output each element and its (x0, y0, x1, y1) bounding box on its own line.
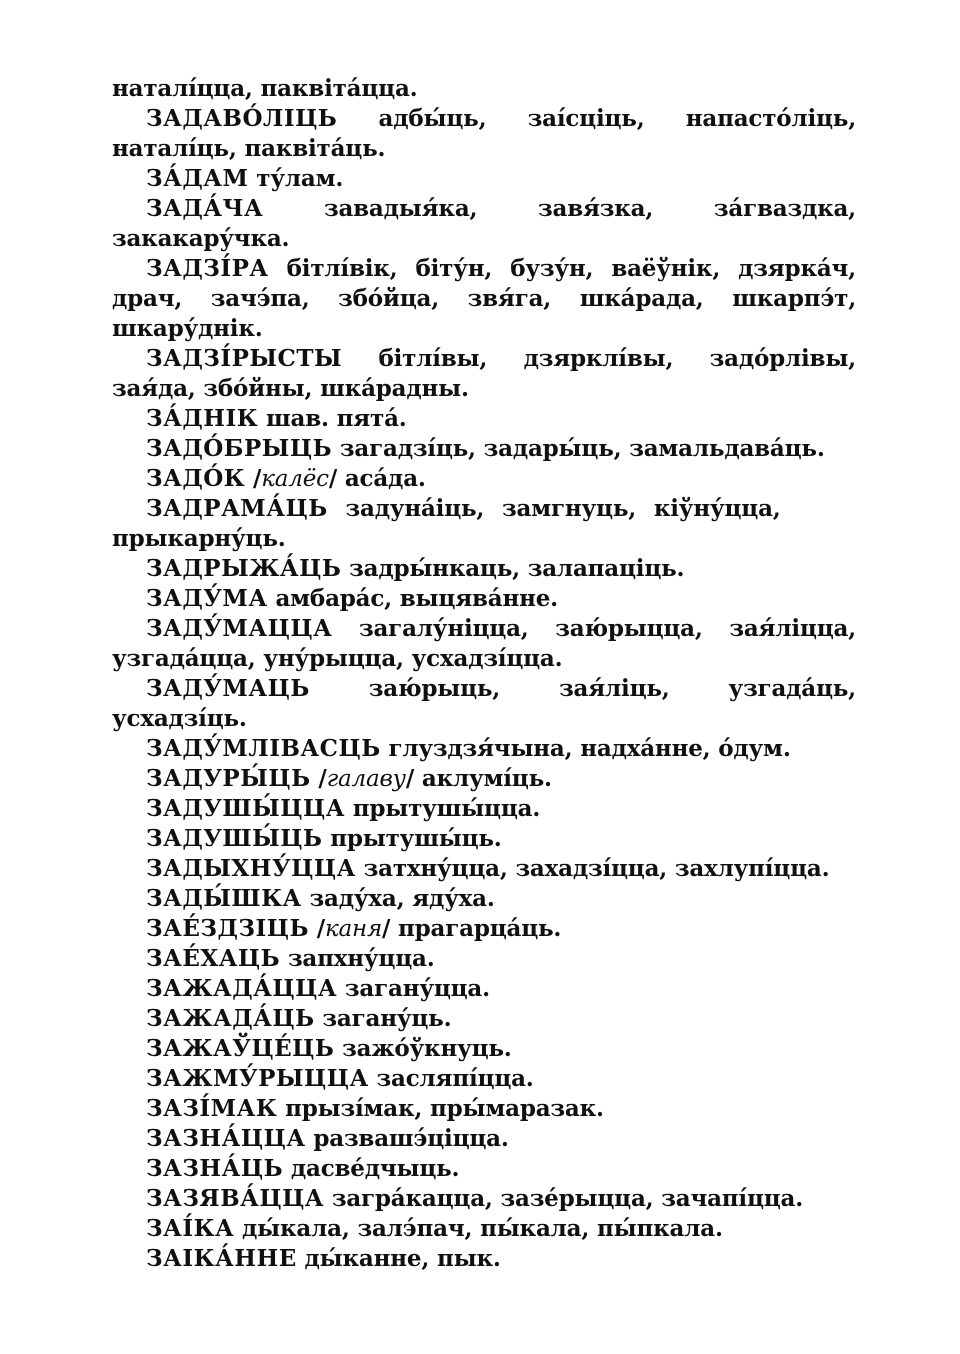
dictionary-entry (112, 1064, 856, 1094)
headword: ЗАЗЯВА́ЦЦА (146, 1185, 325, 1212)
dictionary-entry (112, 674, 856, 734)
dictionary-entry (112, 944, 856, 974)
dictionary-entry (112, 1184, 856, 1214)
headword: ЗАДУРЫ́ЦЬ (146, 765, 311, 792)
definition-text: заю́рыць, зая́ліць, узгада́ць, усхадзі́ць. (112, 675, 856, 732)
headword: ЗА́ДНІК (146, 405, 259, 432)
dictionary-entry (112, 1004, 856, 1034)
definition-text: ту́лам. (248, 165, 344, 192)
definition-text: / прагарца́ць. (382, 915, 562, 942)
headword: ЗАЗНА́ЦЦА (146, 1125, 306, 1152)
definition-text: наталі́цца, паквіта́цца. (112, 75, 418, 102)
definition-text: ды́канне, пык. (296, 1245, 501, 1272)
definition-text: прызі́мак, пры́маразак. (277, 1095, 604, 1122)
headword: ЗАЕ́ЗДЗІЦЬ (146, 915, 309, 942)
headword: ЗАДРАМА́ЦЬ (146, 495, 328, 522)
definition-text: задуна́іць, замгнуць, кіўну́цца, (327, 495, 781, 522)
text-column (112, 74, 856, 1274)
headword: ЗАІКА́ННЕ (146, 1245, 297, 1272)
headword: ЗАДО́БРЫЦЬ (146, 435, 333, 462)
headword: ЗАЖАДА́ЦЬ (146, 1005, 315, 1032)
headword: ЗАДУ́МА (146, 585, 268, 612)
definition-text: глуздзя́чына, надха́нне, о́дум. (380, 735, 791, 762)
definition-text: затхну́цца, захадзі́цца, захлупі́цца. (355, 855, 830, 882)
grammar-note: галаву (326, 766, 406, 792)
definition-text: зажо́ўкнуць. (334, 1035, 512, 1062)
headword: ЗАДУШЫ́ЦЦА (146, 795, 345, 822)
definition-text: бітлі́вік, біту́н, бузу́н, ваёўнік, дзярка́ч, драч, зачэ́па, збо́йца, звя́га, шка́рада, шкарпэ́т, шкару́днік. (112, 255, 856, 342)
definition-text: загану́цца. (337, 975, 490, 1002)
dictionary-entry (112, 914, 856, 944)
definition-text: загану́ць. (314, 1005, 452, 1032)
headword: ЗАДЗІ́РА (146, 255, 269, 282)
grammar-note: каня (324, 916, 382, 942)
headword: ЗАДЗІ́РЫСТЫ (146, 345, 343, 372)
dictionary-entry (112, 344, 856, 404)
dictionary-entry (112, 194, 856, 254)
definition-text: загра́кацца, зазе́рыцца, зачапі́цца. (324, 1185, 804, 1212)
headword: ЗАІ́КА (146, 1215, 235, 1242)
dictionary-entry (112, 464, 856, 494)
definition-text: / (308, 915, 325, 942)
definition-text: бітлі́вы, дзярклі́вы, задо́рлівы, зая́да, збо́йны, шка́радны. (112, 345, 856, 402)
definition-text: амбара́с, выцява́нне. (267, 585, 558, 612)
dictionary-entry (112, 1124, 856, 1154)
headword: ЗАДРЫЖА́ЦЬ (146, 555, 342, 582)
definition-text: заду́ха, яду́ха. (301, 885, 495, 912)
grammar-note: калёс (261, 466, 329, 492)
definition-text: развашэ́ціцца. (305, 1125, 509, 1152)
headword: ЗАДУ́МЛІВАСЦЬ (146, 735, 381, 762)
definition-text: адбы́ць, заі́сціць, напасто́ліць, наталі́ць, паквіта́ць. (112, 105, 856, 162)
dictionary-entry (112, 404, 856, 434)
headword: ЗАЗНА́ЦЬ (146, 1155, 284, 1182)
dictionary-entry (112, 854, 856, 884)
dictionary-entry (112, 104, 856, 164)
definition-text: / (310, 765, 327, 792)
dictionary-entry (112, 584, 856, 614)
dictionary-entry (112, 164, 856, 194)
dictionary-entry (112, 614, 856, 674)
definition-text: ды́кала, залэ́пач, пы́кала, пы́пкала. (234, 1215, 723, 1242)
definition-text: засляпі́цца. (368, 1065, 534, 1092)
dictionary-entry (112, 764, 856, 794)
headword: ЗАДЫХНУ́ЦЦА (146, 855, 356, 882)
definition-text: запхну́цца. (280, 945, 435, 972)
dictionary-entry (112, 254, 856, 344)
definition-text: прытушы́цца. (344, 795, 541, 822)
dictionary-entry (112, 734, 856, 764)
definition-text: / аса́да. (328, 465, 426, 492)
headword: ЗАЖАДА́ЦЦА (146, 975, 338, 1002)
definition-text: завадыя́ка, завя́зка, за́гваздка, закакару́чка. (112, 195, 856, 252)
definition-text: загадзі́ць, задары́ць, замальдава́ць. (332, 435, 825, 462)
dictionary-entry (112, 1094, 856, 1124)
definition-text: задры́нкаць, залапаціць. (341, 555, 685, 582)
dictionary-entry (112, 974, 856, 1004)
headword: ЗАЕ́ХАЦЬ (146, 945, 281, 972)
dictionary-entry (112, 794, 856, 824)
headword: ЗАЗІ́МАК (146, 1095, 278, 1122)
definition-text: загалу́ніцца, заю́рыцца, зая́ліцца, узгада́цца, уну́рыцца, усхадзі́цца. (112, 615, 856, 672)
headword: ЗАДУ́МАЦЦА (146, 615, 333, 642)
headword: ЗАДО́К (146, 465, 246, 492)
dictionary-entry (112, 1034, 856, 1064)
dictionary-entry (112, 824, 856, 854)
definition-text: прытушы́ць. (322, 825, 502, 852)
headword: ЗАЖМУ́РЫЦЦА (146, 1065, 369, 1092)
dictionary-entry (112, 1214, 856, 1244)
headword: ЗА́ДАМ (146, 165, 249, 192)
definition-text: дасве́дчыць. (283, 1155, 460, 1182)
definition-text: / аклумі́ць. (405, 765, 552, 792)
definition-text: прыкарну́ць. (112, 525, 286, 552)
headword: ЗАДЫ́ШКА (146, 885, 302, 912)
dictionary-entry (112, 554, 856, 584)
dictionary-entry (112, 494, 856, 554)
dictionary-entry (112, 884, 856, 914)
headword: ЗАДА́ЧА (146, 195, 264, 222)
dictionary-entry (112, 434, 856, 464)
dictionary-entry (112, 1154, 856, 1184)
dictionary-entry (112, 1244, 856, 1274)
entry-continuation-line (112, 74, 856, 104)
definition-text: / (245, 465, 262, 492)
headword: ЗАДАВО́ЛІЦЬ (146, 105, 338, 132)
headword: ЗАДУ́МАЦЬ (146, 675, 310, 702)
headword: ЗАДУШЫ́ЦЬ (146, 825, 323, 852)
headword: ЗАЖАЎЦЕ́ЦЬ (146, 1035, 335, 1062)
definition-text: шав. пята́. (258, 405, 407, 432)
